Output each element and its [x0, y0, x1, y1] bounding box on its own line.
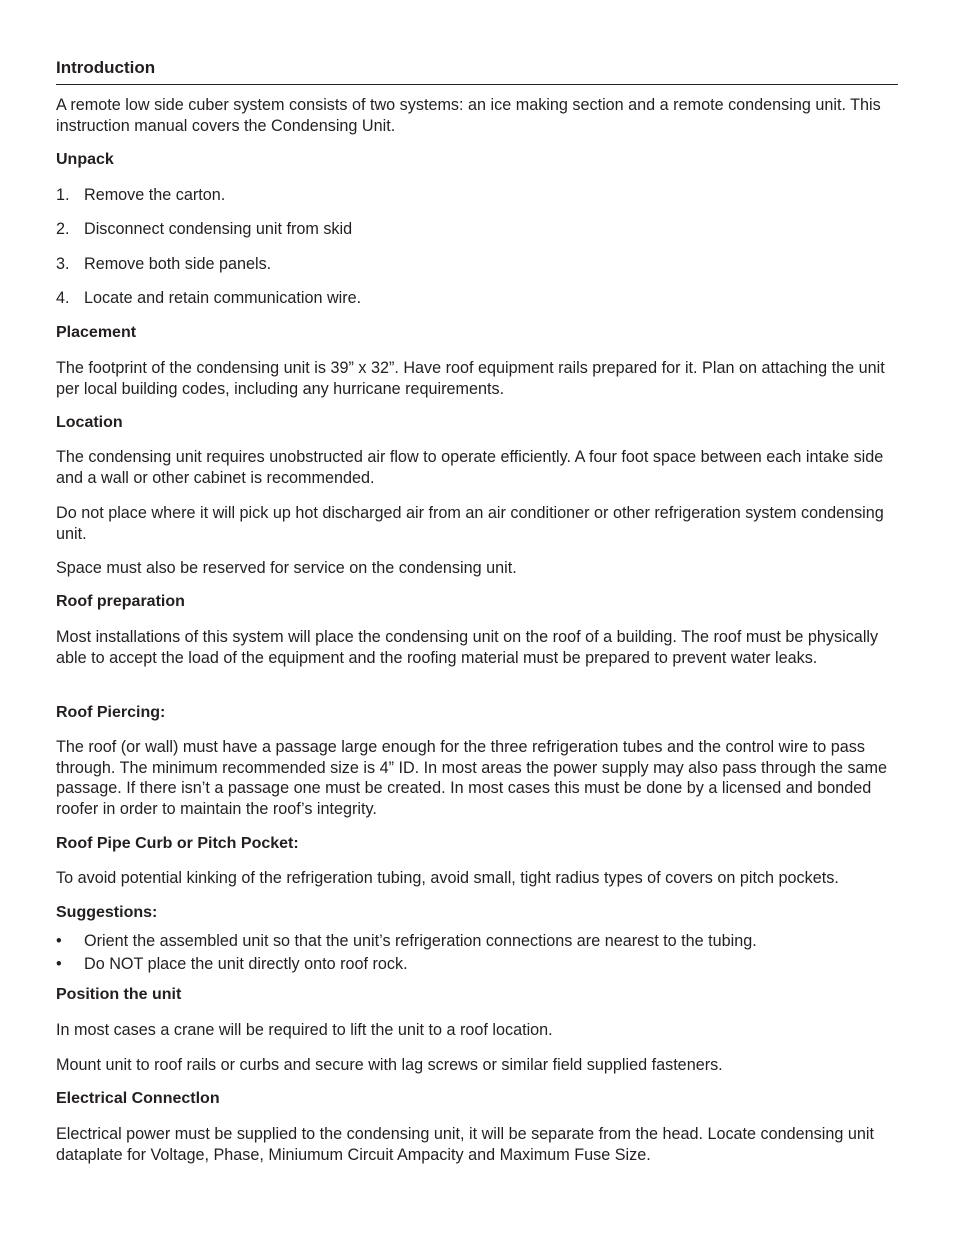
step-text: Remove the carton.: [84, 186, 226, 204]
roof-preparation-paragraph: Most installations of this system will place the condensing unit on the roof of a building. The roof must be physically able to accept the load of the equipment and the roofing material must be prepared to prevent water leaks.: [56, 628, 879, 667]
roof-preparation-heading: Roof preparation: [56, 593, 185, 610]
step-text: Remove both side panels.: [84, 255, 272, 273]
pipe-curb-paragraph: To avoid potential kinking of the refrigeration tubing, avoid small, tight radius types of covers on pitch pockets.: [56, 869, 839, 887]
location-paragraph-1: The condensing unit requires unobstructed air flow to operate efficiently. A four foot space between each intake side and a wall or other cabinet is recommended.: [56, 448, 884, 487]
step-number: 2.: [56, 220, 70, 238]
suggestion-text: Orient the assembled unit so that the unit’s refrigeration connections are nearest to the tubing.: [84, 932, 757, 950]
introduction-paragraph: A remote low side cuber system consists of two systems: an ice making section and a remote condensing unit. This instruction manual covers the Condensing Unit.: [56, 96, 881, 135]
electrical-heading: Electrical Connectlon: [56, 1090, 220, 1107]
roof-piercing-paragraph: The roof (or wall) must have a passage large enough for the three refrigeration tubes and the control wire to pass through. The minimum recommended size is 4” ID. In most areas the power supply may also pass through the same passage. If there isn’t a passage one must be created. In most cases this must be done by a licensed and bonded roofer in order to maintain the roof’s integrity.: [56, 738, 888, 818]
location-paragraph-2: Do not place where it will pick up hot discharged air from an air conditioner or other refrigeration system condensing unit.: [56, 504, 884, 543]
electrical-paragraph: Electrical power must be supplied to the condensing unit, it will be separate from the head. Locate condensing unit dataplate for Voltage, Phase, Miniumum Circuit Ampacity and Maximum Fuse Size.: [56, 1125, 874, 1164]
step-text: Locate and retain communication wire.: [84, 289, 362, 307]
pipe-curb-heading: Roof Pipe Curb or Pitch Pocket:: [56, 835, 299, 852]
suggestion-text: Do NOT place the unit directly onto roof rock.: [84, 955, 408, 973]
step-number: 4.: [56, 289, 70, 307]
position-paragraph-1: In most cases a crane will be required to lift the unit to a roof location.: [56, 1021, 553, 1039]
roof-piercing-heading: Roof Piercing:: [56, 704, 166, 721]
placement-paragraph: The footprint of the condensing unit is 39” x 32”. Have roof equipment rails prepared for it. Plan on attaching the unit per local building codes, including any hurricane requirements.: [56, 359, 885, 398]
unpack-heading: Unpack: [56, 151, 114, 168]
placement-heading: Placement: [56, 324, 137, 341]
step-text: Disconnect condensing unit from skid: [84, 220, 353, 238]
bullet-icon: •: [56, 955, 62, 973]
position-heading: Position the unit: [56, 986, 182, 1003]
step-number: 1.: [56, 186, 70, 204]
suggestions-heading: Suggestions:: [56, 904, 158, 921]
step-number: 3.: [56, 255, 70, 273]
location-heading: Location: [56, 414, 123, 431]
introduction-heading: Introduction: [56, 58, 898, 85]
position-paragraph-2: Mount unit to roof rails or curbs and secure with lag screws or similar field supplied fasteners.: [56, 1056, 723, 1074]
location-paragraph-3: Space must also be reserved for service on the condensing unit.: [56, 559, 517, 577]
bullet-icon: •: [56, 932, 62, 950]
